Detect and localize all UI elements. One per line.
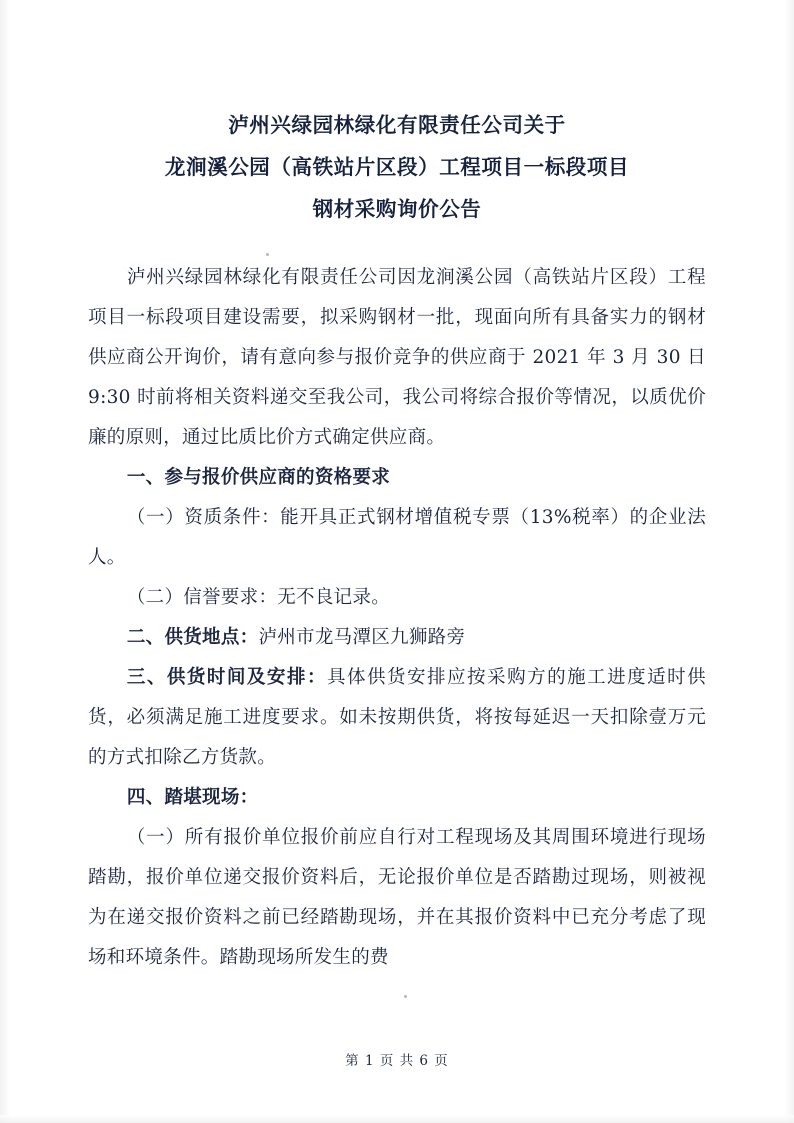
paragraph-item-4-1: （一）所有报价单位报价前应自行对工程现场及其周围环境进行现场踏勘，报价单位递交报价资料后，无论报价单位是否踏勘过现场，则被视为在递交报价资料之前已经踏勘现场，并在其报价资料中已充分考虑了现场和环境条件。踏勘现场所发生的费: [88, 827, 706, 968]
scan-edge-right: [784, 0, 794, 1123]
heading-section-1: 一、参与报价供应商的资格要求: [126, 467, 391, 488]
scan-edge-bottom: [0, 1115, 794, 1123]
text-section-2: 泸州市龙马潭区九狮路旁: [258, 627, 466, 648]
paragraph-section-3: [88, 658, 706, 778]
title-line-2: 龙涧溪公园（高铁站片区段）工程项目一标段项目: [164, 155, 630, 179]
text-section-3: 具体供货安排应按采购方的施工进度适时供货，必须满足施工进度要求。如未按期供货，将按每延迟一天扣除壹万元的方式扣除乙方货款。: [88, 667, 706, 768]
paragraph-intro: 泸州兴绿园林绿化有限责任公司因龙涧溪公园（高铁站片区段）工程项目一标段项目建设需要，拟采购钢材一批，现面向所有具备实力的钢材供应商公开询价，请有意向参与报价竞争的供应商于 2021 年 3 月 30 日 9:30 时前将相关资料递交至我公司，我公司将综合报价等情况，以质优价廉的原则，通过比质比价方式确定供应商。: [88, 267, 706, 448]
heading-section-3: 三、供货时间及安排：: [126, 667, 327, 688]
heading-section-4: 四、踏堪现场：: [126, 787, 259, 808]
scan-speck: [404, 995, 407, 998]
title-line-3: 钢材采购询价公告: [312, 197, 482, 221]
paragraph-section-2: [88, 618, 706, 658]
document-body: [88, 258, 706, 978]
page-footer: 第 1 页 共 6 页: [345, 1053, 449, 1069]
paragraph-item-1-2: （二）信誉要求：无不良记录。: [126, 587, 391, 608]
scan-edge-left: [0, 0, 10, 1123]
paragraph-item-1-1: （一）资质条件：能开具正式钢材增值税专票（13%税率）的企业法人。: [88, 507, 706, 568]
title-line-1: 泸州兴绿园林绿化有限责任公司关于: [228, 113, 566, 137]
heading-section-2: 二、供货地点：: [126, 627, 259, 648]
document-title: [88, 104, 706, 230]
scan-speck: [266, 253, 269, 256]
